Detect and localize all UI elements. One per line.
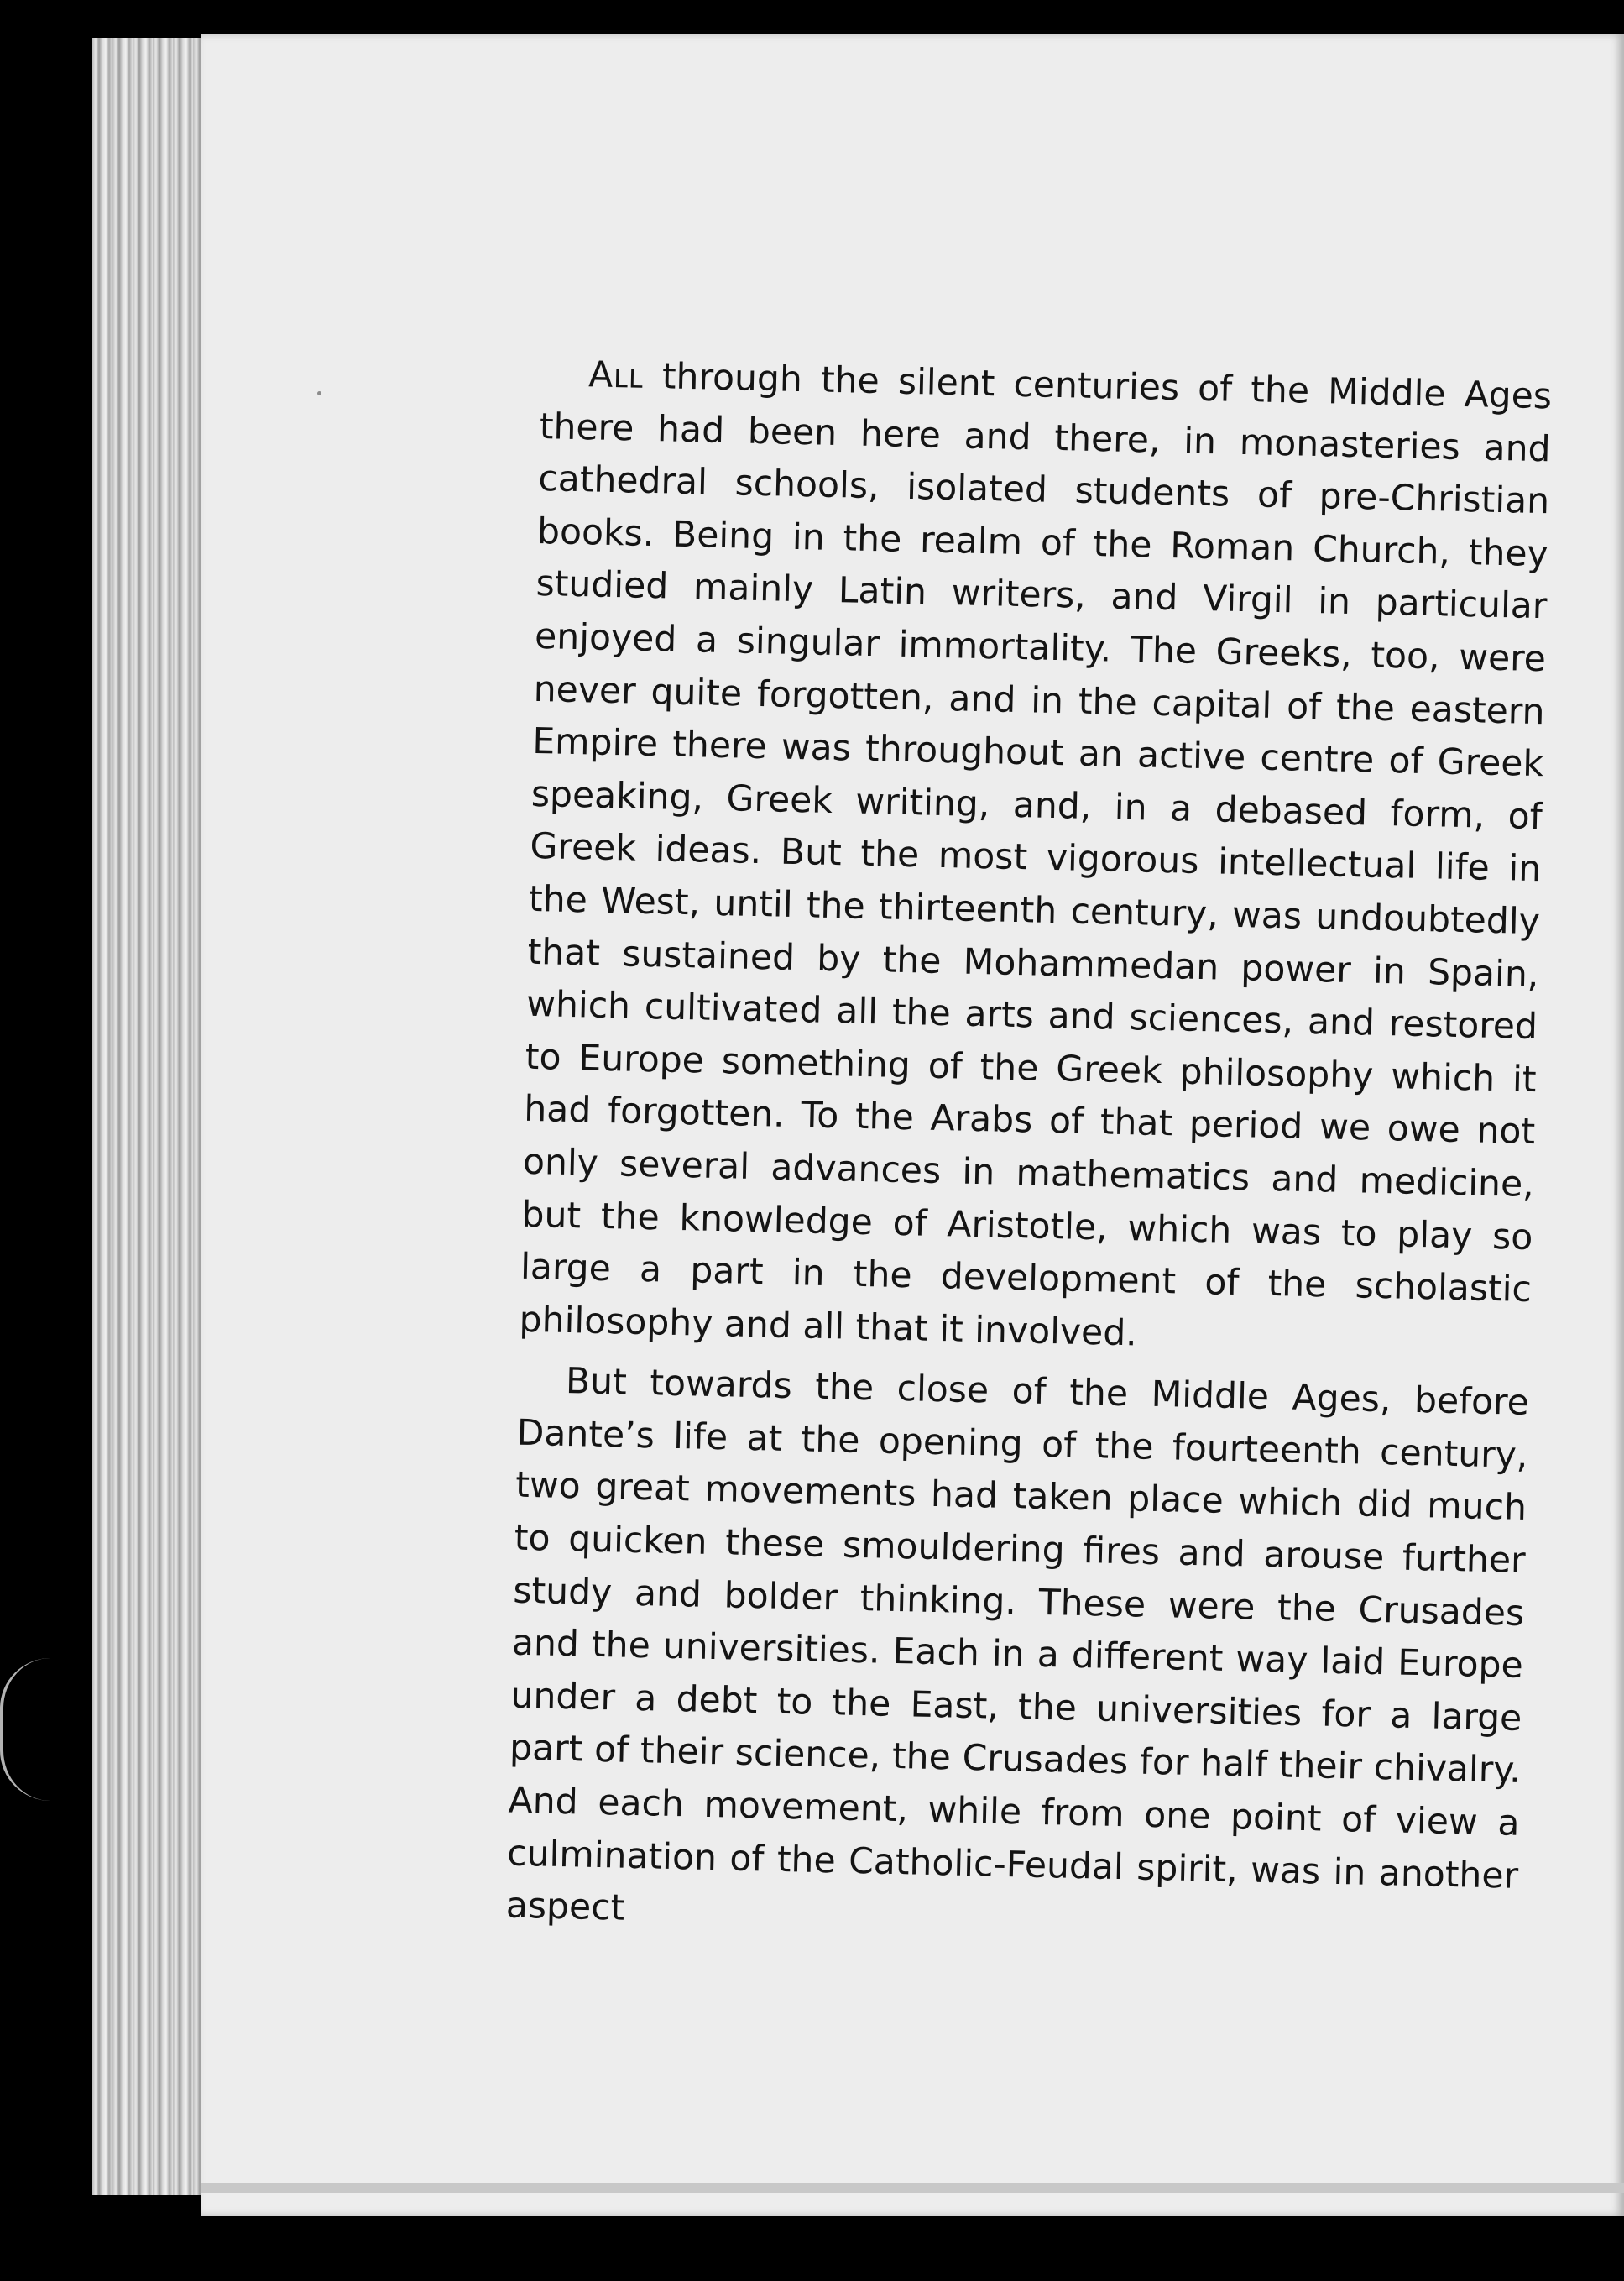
paragraph-1-text: through the silent centuries of the Middle Ages there had been here and there, in monasteries and cathedral schools, isolated students of pre-Christian books. Being in the realm of the Roman Church, they studied mainly Latin writers, and Virgil in particular enjoyed a singular immortality. The Greeks, too, were never quite forgotten, and in the capital of the eastern Empire there was throughout an active centre of Greek speaking, Greek writing, and, in a debased form, of Greek ideas. But the most vigorous intellectual life in the West, until the thirteenth century, was undoubtedly that sustained by the Mohammedan power in Spain, which cultivated all the arts and sciences, and restored to Europe something of the Greek philosophy which it had forgotten. To the Arabs of that period we owe not only several advances in mathematics and medicine, but the knowledge of Aristotle, which was to play so large a part in the development of the scholastic philosophy and all that it involved. xyxy=(519,355,1553,1355)
paragraph-1 xyxy=(519,348,1553,1369)
page-curl-mark xyxy=(0,1658,54,1801)
drop-lead-word: All xyxy=(587,354,645,397)
page-bottom-edge xyxy=(201,2183,1624,2193)
paragraph-2-text: But towards the close of the Middle Ages, before Dante’s life at the opening of the fourteenth century, two great movements had taken place which did much to quicken these smouldering fires and arouse further study and bolder thinking. These were the Crusades and the universities. Each in a different way laid Europe under a debt to the East, the universities for a large part of their science, the Crusades for half their chivalry. And each movement, while from one point of view a culmination of the Catholic-Feudal spirit, was in another aspect xyxy=(505,1361,1530,1929)
body-text xyxy=(505,348,1553,1956)
margin-dot xyxy=(317,391,321,395)
paragraph-2 xyxy=(505,1355,1529,1956)
